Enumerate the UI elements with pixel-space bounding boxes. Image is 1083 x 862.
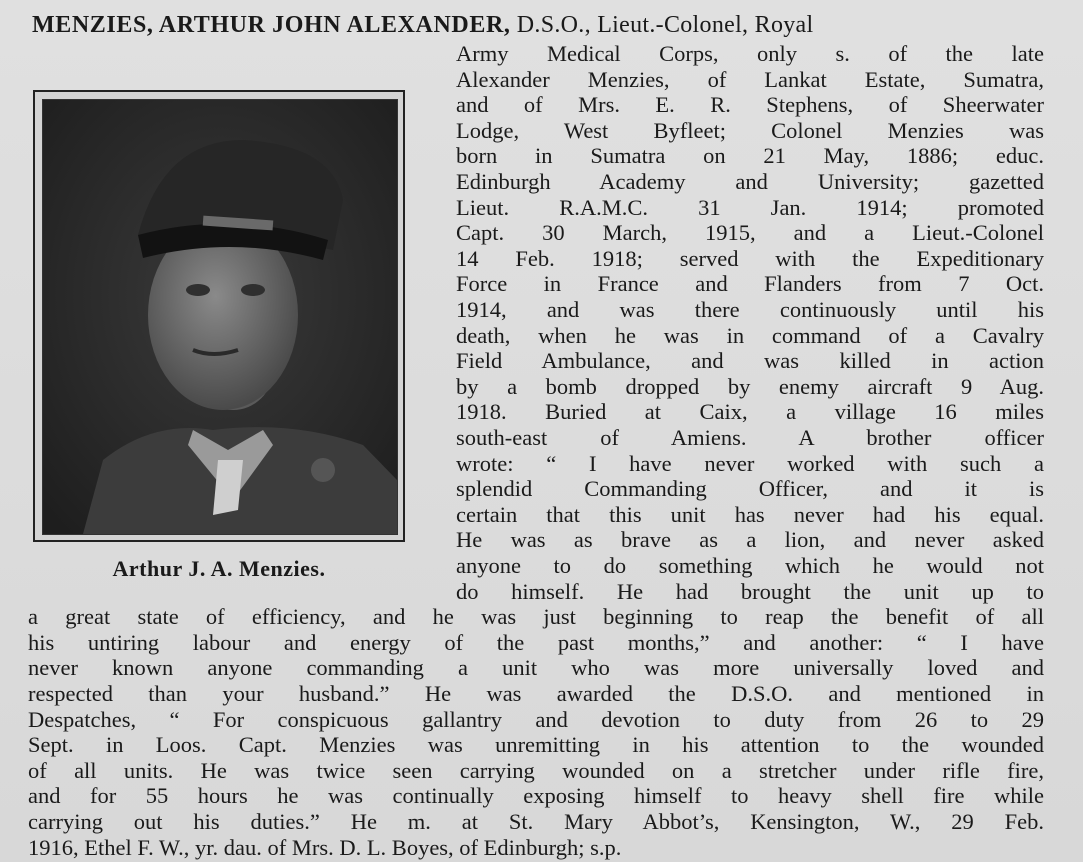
entry-rank: D.S.O., Lieut.-Colonel, Royal (510, 12, 814, 38)
entry-name: MENZIES, ARTHUR JOHN ALEXANDER, (32, 12, 511, 38)
text-line: wrote: “ I have never worked with such a (456, 450, 1044, 476)
text-line: Capt. 30 March, 1915, and a Lieut.-Colonel (456, 220, 1044, 246)
text-line: Army Medical Corps, only s. of the late (456, 41, 1044, 66)
text-line: 1916, Ethel F. W., yr. dau. of Mrs. D. L. Boyes, of Edinburgh; s.p. (28, 834, 622, 860)
text-line: and for 55 hours he was continually exposing himself to heavy shell fire while (28, 783, 1044, 809)
text-line: anyone to do something which he would not (456, 553, 1044, 578)
text-line: respected than your husband.” He was awarded the D.S.O. and mentioned in (28, 681, 1044, 706)
text-line: certain that this unit has never had his equal. (456, 501, 1044, 527)
text-line: south-east of Amiens. A brother officer (456, 425, 1044, 450)
portrait-caption: Arthur J. A. Menzies. (112, 556, 326, 581)
text-line: splendid Commanding Officer, and it is (456, 476, 1044, 502)
text-line: by a bomb dropped by enemy aircraft 9 Aug. (456, 373, 1044, 399)
text-line: do himself. He had brought the unit up to (456, 578, 1044, 604)
portrait-frame (33, 90, 405, 542)
text-line: never known anyone commanding a unit who was more universally loved and (28, 655, 1044, 681)
text-line: Lodge, West Byfleet; Colonel Menzies was (456, 117, 1044, 143)
text-line: 1914, and was there continuously until his (456, 297, 1044, 322)
text-line: He was as brave as a lion, and never asked (456, 527, 1044, 553)
text-line: death, when he was in command of a Cavalry (456, 322, 1044, 348)
text-line: Despatches, “ For conspicuous gallantry and devotion to duty from 26 to 29 (28, 706, 1044, 732)
text-line: 14 Feb. 1918; served with the Expeditionary (456, 245, 1044, 271)
text-line: carrying out his duties.” He m. at St. Mary Abbot’s, Kensington, W., 29 Feb. (28, 809, 1044, 834)
text-line: Alexander Menzies, of Lankat Estate, Sumatra, (456, 66, 1044, 92)
text-line: born in Sumatra on 21 May, 1886; educ. (456, 143, 1044, 169)
text-line: 1918. Buried at Caix, a village 16 miles (456, 399, 1044, 425)
text-line: Force in France and Flanders from 7 Oct. (456, 271, 1044, 297)
text-line: Edinburgh Academy and University; gazetted (456, 169, 1044, 194)
text-line: and of Mrs. E. R. Stephens, of Sheerwater (456, 92, 1044, 118)
text-line: of all units. He was twice seen carrying wounded on a stretcher under rifle fire, (28, 757, 1044, 783)
text-line: his untiring labour and energy of the past months,” and another: “ I have (28, 629, 1044, 655)
text-line: Lieut. R.A.M.C. 31 Jan. 1914; promoted (456, 194, 1044, 220)
entry-heading (32, 12, 1052, 38)
text-line: Sept. in Loos. Capt. Menzies was unremitting in his attention to the wounded (28, 732, 1044, 758)
text-line: a great state of efficiency, and he was just beginning to reap the benefit of all (28, 604, 1044, 630)
portrait-photo (42, 99, 398, 535)
text-line: Field Ambulance, and was killed in action (456, 348, 1044, 374)
